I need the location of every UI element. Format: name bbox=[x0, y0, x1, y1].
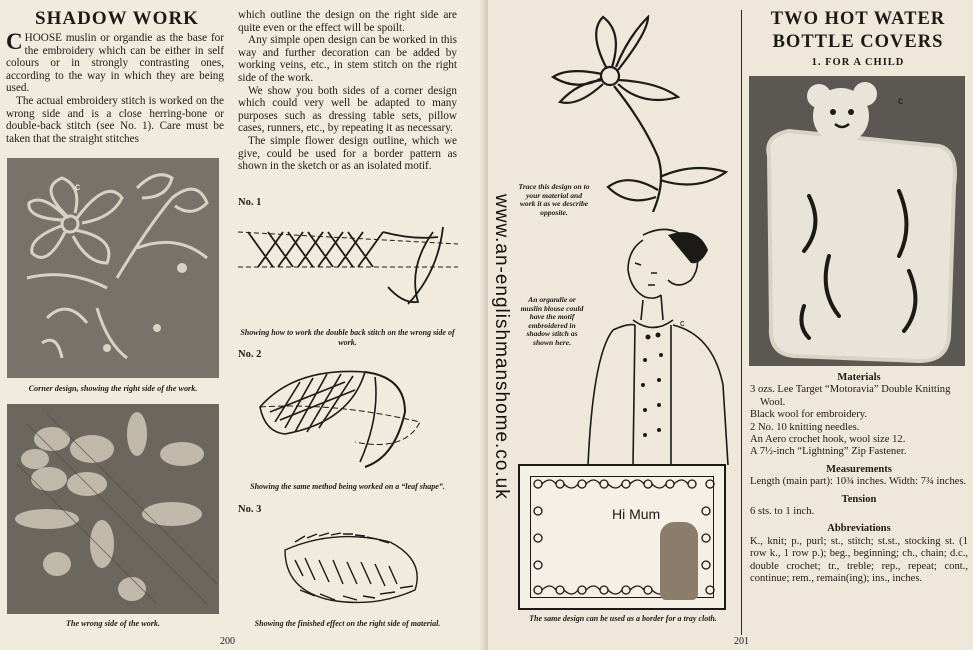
bear-mark: c bbox=[898, 96, 903, 107]
materials-item: 2 No. 10 knitting needles. bbox=[750, 421, 860, 433]
pattern-details bbox=[750, 372, 968, 586]
photo-wrong-side bbox=[7, 404, 219, 614]
watermark-url: www.an-englishmanshome.co.uk bbox=[491, 194, 512, 500]
photo-mark: c bbox=[75, 182, 80, 193]
caption-figure-1: Showing how to work the double back stitch on the wrong side of work. bbox=[240, 328, 455, 347]
caption-figure-3: Showing the finished effect on the right side of material. bbox=[254, 619, 441, 628]
bear-cover-image bbox=[749, 76, 965, 366]
figure-1-diagram bbox=[238, 212, 458, 322]
article-title: SHADOW WORK bbox=[35, 8, 199, 29]
col2-paragraph-1: which outline the design on the right side are quite even or the effect will be spoilt. bbox=[238, 9, 457, 34]
figure-2-diagram bbox=[255, 362, 455, 472]
title-line-1: TWO HOT WATER bbox=[770, 9, 946, 29]
left-column-text bbox=[6, 29, 224, 145]
subtitle: 1. FOR A CHILD bbox=[811, 57, 905, 68]
hot-water-title bbox=[750, 8, 966, 54]
sticker-photo bbox=[660, 522, 698, 600]
caption-wrong-side: The wrong side of the work. bbox=[65, 619, 161, 628]
bear-cover-photo bbox=[749, 76, 965, 366]
figure-label-2: No. 2 bbox=[238, 349, 262, 360]
materials-item: An Aero crochet hook, wool size 12. bbox=[750, 434, 906, 446]
col2-paragraph-4: The simple flower design outline, which we give, could be used for a border pattern as shown in the sketch or as an isolated motif. bbox=[238, 134, 457, 173]
right-column-text bbox=[238, 9, 457, 173]
blouse-sketch bbox=[573, 225, 743, 465]
tray-cloth-sketch bbox=[518, 464, 726, 610]
photo-right-side bbox=[7, 158, 219, 378]
measurements-text: Length (main part): 10¾ inches. Width: 7¾ inches. bbox=[750, 476, 967, 488]
col2-paragraph-3: We show you both sides of a corner design which could very well be adapted to many purposes such as dressing table sets, pillow cases, runners, etc., by repeating it as necessary. bbox=[238, 84, 457, 135]
page-number-right: 201 bbox=[734, 636, 749, 647]
hi-mum-label: Hi Mum bbox=[612, 506, 661, 522]
figure-3-diagram bbox=[275, 530, 445, 610]
tray-caption: The same design can be used as a border for a tray cloth. bbox=[529, 614, 717, 623]
figure-label-1: No. 1 bbox=[238, 197, 262, 208]
abbreviations-heading: Abbreviations bbox=[827, 523, 891, 535]
trace-note: Trace this design on to your material and work it as we describe opposite. bbox=[518, 182, 590, 217]
caption-right-side: Corner design, showing the right side of the work. bbox=[28, 384, 198, 393]
abbreviations-text: K., knit; p., purl; st., stitch; st.st., stocking st. (1 row k., 1 row p.); beg., beginning; ch., chain; d.c., double crochet; tr., treble; rep., repeat; cont., continue; rem., remain(ing); ins., inches. bbox=[750, 535, 968, 585]
title-line-2: BOTTLE COVERS bbox=[772, 32, 944, 52]
drop-cap: C bbox=[6, 29, 23, 54]
figure-label-3: No. 3 bbox=[238, 504, 262, 515]
col2-paragraph-2: Any simple open design can be worked in this way and further decoration can be added by working veins, etc., in stem stitch on the right side of the work. bbox=[238, 34, 457, 84]
embroidery-wrong-side-image bbox=[7, 404, 219, 614]
embroidery-right-side-image bbox=[7, 158, 219, 378]
paragraph-2: The actual embroidery stitch is worked on the wrong side and is a close herring-bone or double-back stitch (see No. 1). Care must be taken that the straight stitches bbox=[6, 94, 224, 145]
measurements-heading: Measurements bbox=[826, 463, 892, 475]
materials-heading: Materials bbox=[837, 372, 881, 383]
tension-text: 6 sts. to 1 inch. bbox=[750, 506, 815, 518]
blouse-mark: c bbox=[680, 318, 685, 328]
intro-paragraph: CHOOSE muslin or organdie as the base for the embroidery which can be either in self colours or in strongly contrasting ones, according to the way in which they are being used. bbox=[6, 29, 224, 95]
materials-item: 3 ozs. Lee Target “Motoravia” Double Knitting Wool. bbox=[750, 384, 951, 408]
tension-heading: Tension bbox=[841, 493, 877, 505]
page-number-left: 200 bbox=[220, 636, 235, 647]
right-page bbox=[488, 0, 973, 650]
column-divider bbox=[741, 10, 742, 635]
materials-item: A 7½-inch “Lightning” Zip Fastener. bbox=[750, 446, 907, 458]
caption-figure-2: Showing the same method being worked on a “leaf shape”. bbox=[250, 482, 445, 491]
blouse-note: An organdie or muslin blouse could have the motif embroidered in shadow stitch as shown here. bbox=[520, 295, 584, 347]
materials-item: Black wool for embroidery. bbox=[750, 409, 867, 421]
